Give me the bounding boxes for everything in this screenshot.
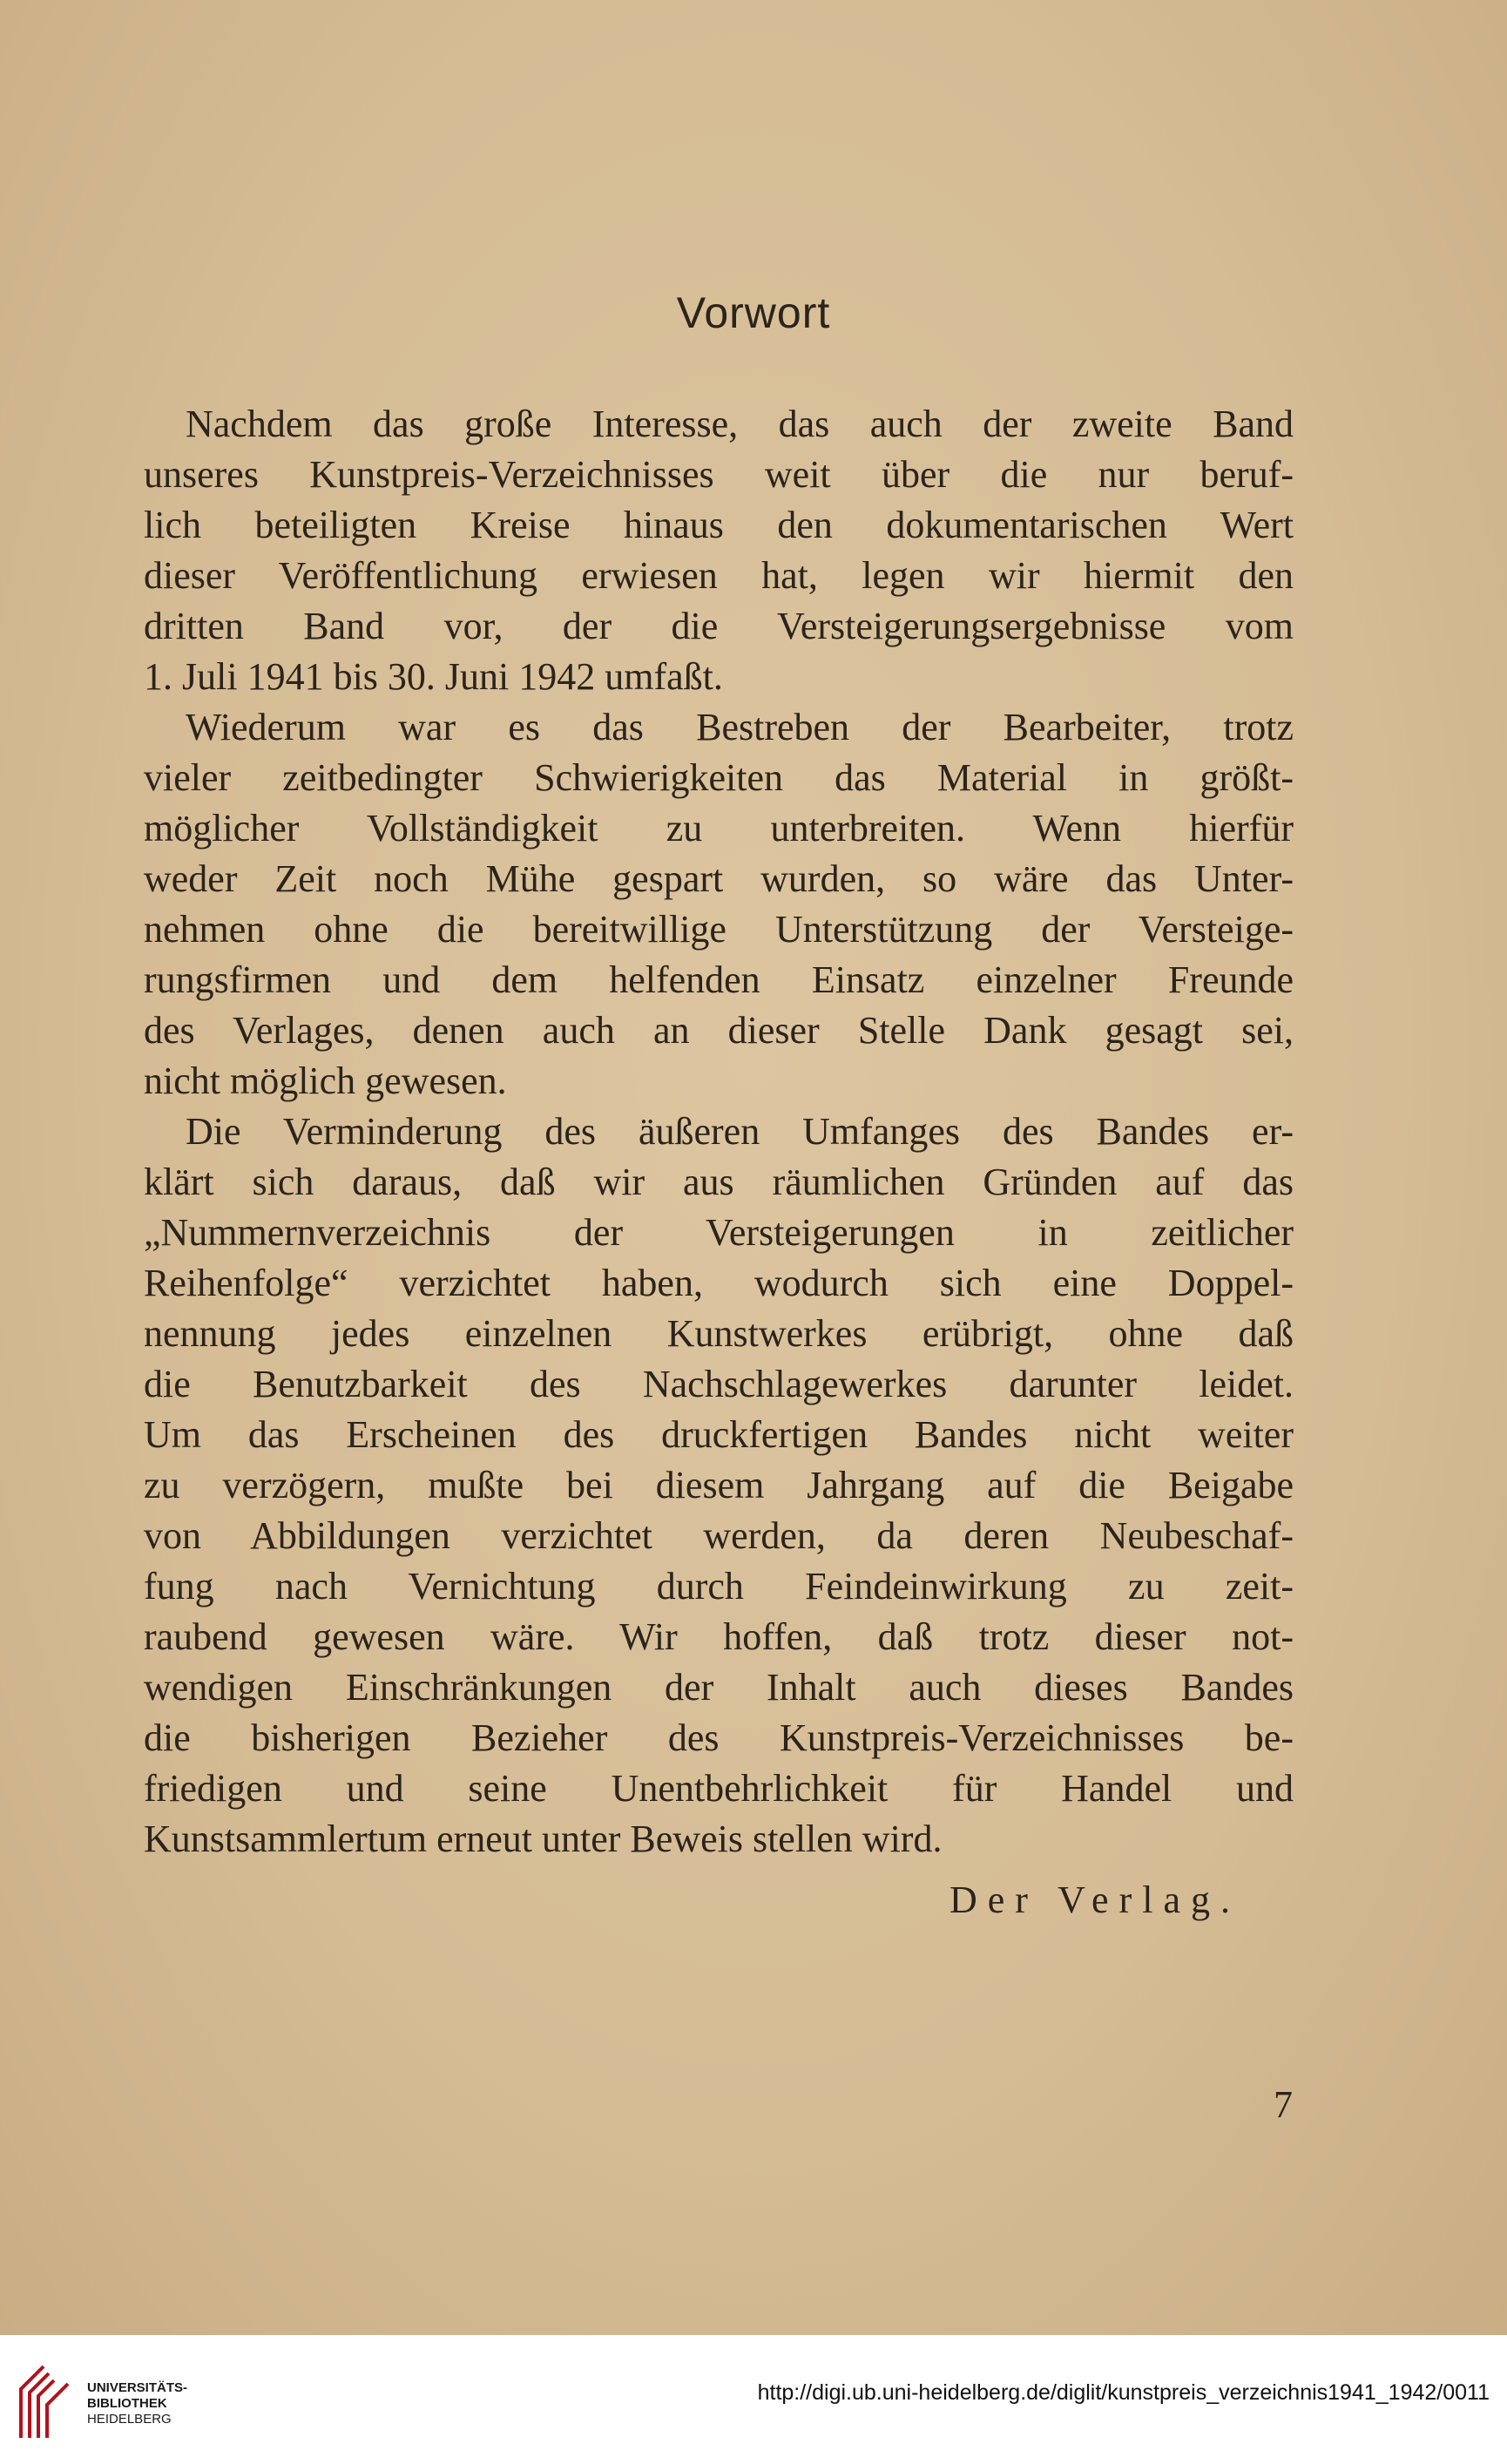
text-line: raubend gewesen wäre. Wir hoffen, daß trotz dieser not- — [144, 1615, 1294, 1658]
text-line: möglicher Vollständigkeit zu unterbreiten. Wenn hierfür — [144, 807, 1294, 850]
text-line: klärt sich daraus, daß wir aus räumlichen Gründen auf das — [144, 1161, 1294, 1203]
text-line: wendigen Einschränkungen der Inhalt auch dieses Bandes — [144, 1666, 1294, 1709]
footer-bar — [0, 2335, 1507, 2464]
text-line: die bisherigen Bezieher des Kunstpreis-Verzeichnisses be- — [144, 1716, 1294, 1759]
text-line: friedigen und seine Unentbehrlichkeit für Handel und — [144, 1767, 1294, 1810]
text-line: die Benutzbarkeit des Nachschlagewerkes darunter leidet. — [144, 1363, 1294, 1405]
text-line: Nachdem das große Interesse, das auch der zweite Band — [186, 403, 1294, 445]
text-line: Die Verminderung des äußeren Umfanges des Bandes er- — [186, 1110, 1294, 1153]
text-line: Reihenfolge“ verzichtet haben, wodurch sich eine Doppel- — [144, 1262, 1294, 1304]
logo-line: HEIDELBERG — [87, 2412, 172, 2427]
text-line: nehmen ohne die bereitwillige Unterstützung der Versteige- — [144, 908, 1294, 951]
source-url-link[interactable]: http://digi.ub.uni-heidelberg.de/diglit/kunstpreis_verzeichnis1941_1942/0011 — [757, 2380, 1490, 2405]
text-line: dritten Band vor, der die Versteigerungsergebnisse vom — [144, 605, 1294, 647]
text-line: des Verlages, denen auch an dieser Stelle Dank gesagt sei, — [144, 1009, 1294, 1052]
text-line: von Abbildungen verzichtet werden, da deren Neubeschaf- — [144, 1514, 1294, 1557]
text-line: Wiederum war es das Bestreben der Bearbeiter, trotz — [186, 706, 1294, 748]
text-line: nennung jedes einzelnen Kunstwerkes erübrigt, ohne daß — [144, 1312, 1294, 1355]
text-line: nicht möglich gewesen. — [144, 1059, 507, 1102]
text-line: fung nach Vernichtung durch Feindeinwirkung zu zeit- — [144, 1565, 1294, 1608]
library-logo-text — [87, 2380, 187, 2427]
text-line: Um das Erscheinen des druckfertigen Bandes nicht weiter — [144, 1413, 1294, 1456]
body-text — [144, 399, 1294, 1865]
text-line: vieler zeitbedingter Schwierigkeiten das Material in größt- — [144, 756, 1294, 799]
text-line: 1. Juli 1941 bis 30. Juni 1942 umfaßt. — [144, 655, 723, 698]
page-title: Vorwort — [676, 288, 831, 337]
text-line: zu verzögern, mußte bei diesem Jahrgang auf die Beigabe — [144, 1464, 1294, 1506]
text-line: dieser Veröffentlichung erwiesen hat, legen wir hiermit den — [144, 554, 1294, 597]
logo-line: BIBLIOTHEK — [87, 2396, 167, 2411]
text-line: rungsfirmen und dem helfenden Einsatz einzelner Freunde — [144, 958, 1294, 1001]
text-line: lich beteiligten Kreise hinaus den dokumentarischen Wert — [144, 504, 1294, 546]
signature: Der Verlag. — [949, 1878, 1240, 1921]
library-logo-icon — [17, 2354, 71, 2441]
text-line: unseres Kunstpreis-Verzeichnisses weit über die nur beruf- — [144, 453, 1294, 496]
logo-line: UNIVERSITÄTS- — [87, 2380, 188, 2395]
page-number: 7 — [1274, 2083, 1293, 2126]
text-line: „Nummernverzeichnis der Versteigerungen in zeitlicher — [144, 1211, 1294, 1254]
text-line: weder Zeit noch Mühe gespart wurden, so wäre das Unter- — [144, 857, 1294, 900]
text-line: Kunstsammlertum erneut unter Beweis stellen wird. — [144, 1818, 943, 1860]
